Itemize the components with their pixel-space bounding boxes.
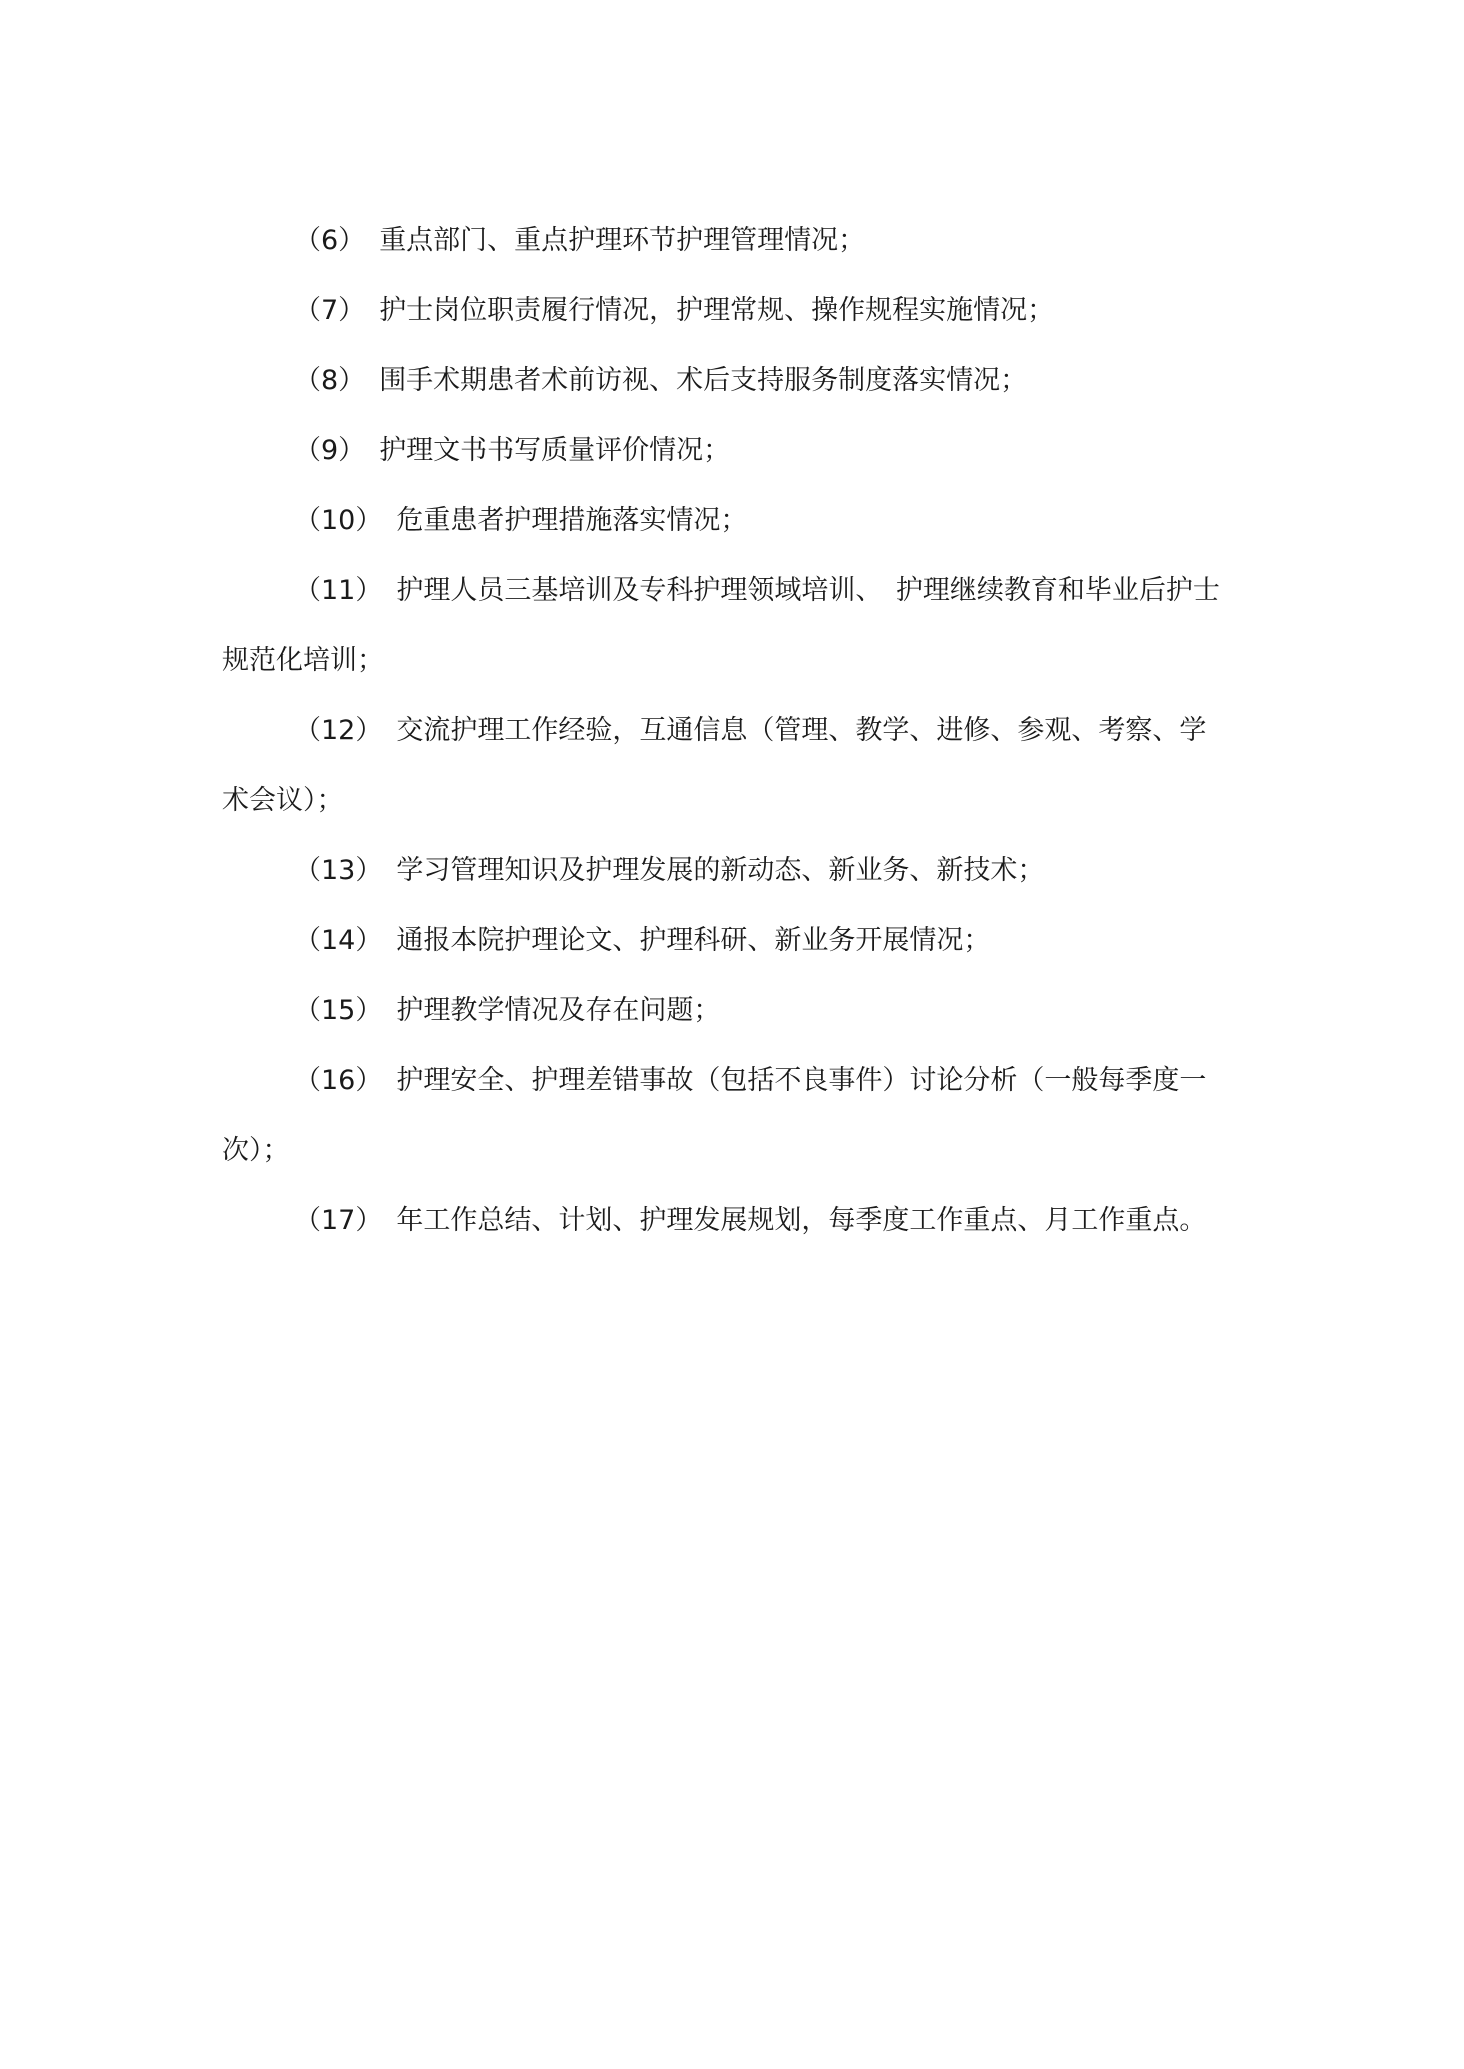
item-number: （7）	[294, 295, 366, 326]
item-number: （10）	[294, 505, 383, 536]
item-number: （13）	[294, 855, 383, 886]
list-item	[222, 1186, 1232, 1256]
item-number: （12）	[294, 715, 383, 746]
item-number: （11）	[294, 575, 383, 606]
item-number: （9）	[294, 435, 366, 466]
list-item	[222, 976, 1232, 1046]
list-item	[222, 696, 1232, 766]
item-text: 通报本院护理论文、护理科研、新业务开展情况；	[396, 925, 991, 956]
list-item-continuation: 次）；	[222, 1135, 290, 1166]
item-text: 重点部门、重点护理环节护理管理情况；	[379, 225, 866, 256]
item-list	[222, 206, 1232, 1256]
list-item	[222, 906, 1232, 976]
list-item	[222, 1046, 1232, 1116]
item-text: 年工作总结、计划、护理发展规划，每季度工作重点、月工作重点。	[396, 1205, 1207, 1236]
list-item-continuation: 规范化培训；	[222, 645, 384, 676]
item-text: 学习管理知识及护理发展的新动态、新业务、新技术；	[396, 855, 1045, 886]
item-number: （8）	[294, 365, 366, 396]
list-item	[222, 276, 1232, 346]
list-item	[222, 206, 1232, 276]
item-text: 护理人员三基培训及专科护理领域培训、 护理继续教育和毕业后护士	[396, 575, 1220, 606]
item-text: 护理文书书写质量评价情况；	[379, 435, 731, 466]
item-text: 交流护理工作经验，互通信息（管理、教学、进修、参观、考察、学	[396, 715, 1207, 746]
item-number: （17）	[294, 1205, 383, 1236]
list-item	[222, 416, 1232, 486]
item-text: 围手术期患者术前访视、术后支持服务制度落实情况；	[379, 365, 1028, 396]
item-number: （6）	[294, 225, 366, 256]
item-text: 护理教学情况及存在问题；	[396, 995, 721, 1026]
list-item-continuation: 术会议）；	[222, 785, 344, 816]
item-text: 护理安全、护理差错事故（包括不良事件）讨论分析（一般每季度一	[396, 1065, 1207, 1096]
list-item	[222, 556, 1232, 626]
list-item	[222, 346, 1232, 416]
item-text: 护士岗位职责履行情况，护理常规、操作规程实施情况；	[379, 295, 1055, 326]
item-text: 危重患者护理措施落实情况；	[396, 505, 748, 536]
item-number: （16）	[294, 1065, 383, 1096]
list-item	[222, 486, 1232, 556]
item-number: （15）	[294, 995, 383, 1026]
list-item	[222, 836, 1232, 906]
item-number: （14）	[294, 925, 383, 956]
